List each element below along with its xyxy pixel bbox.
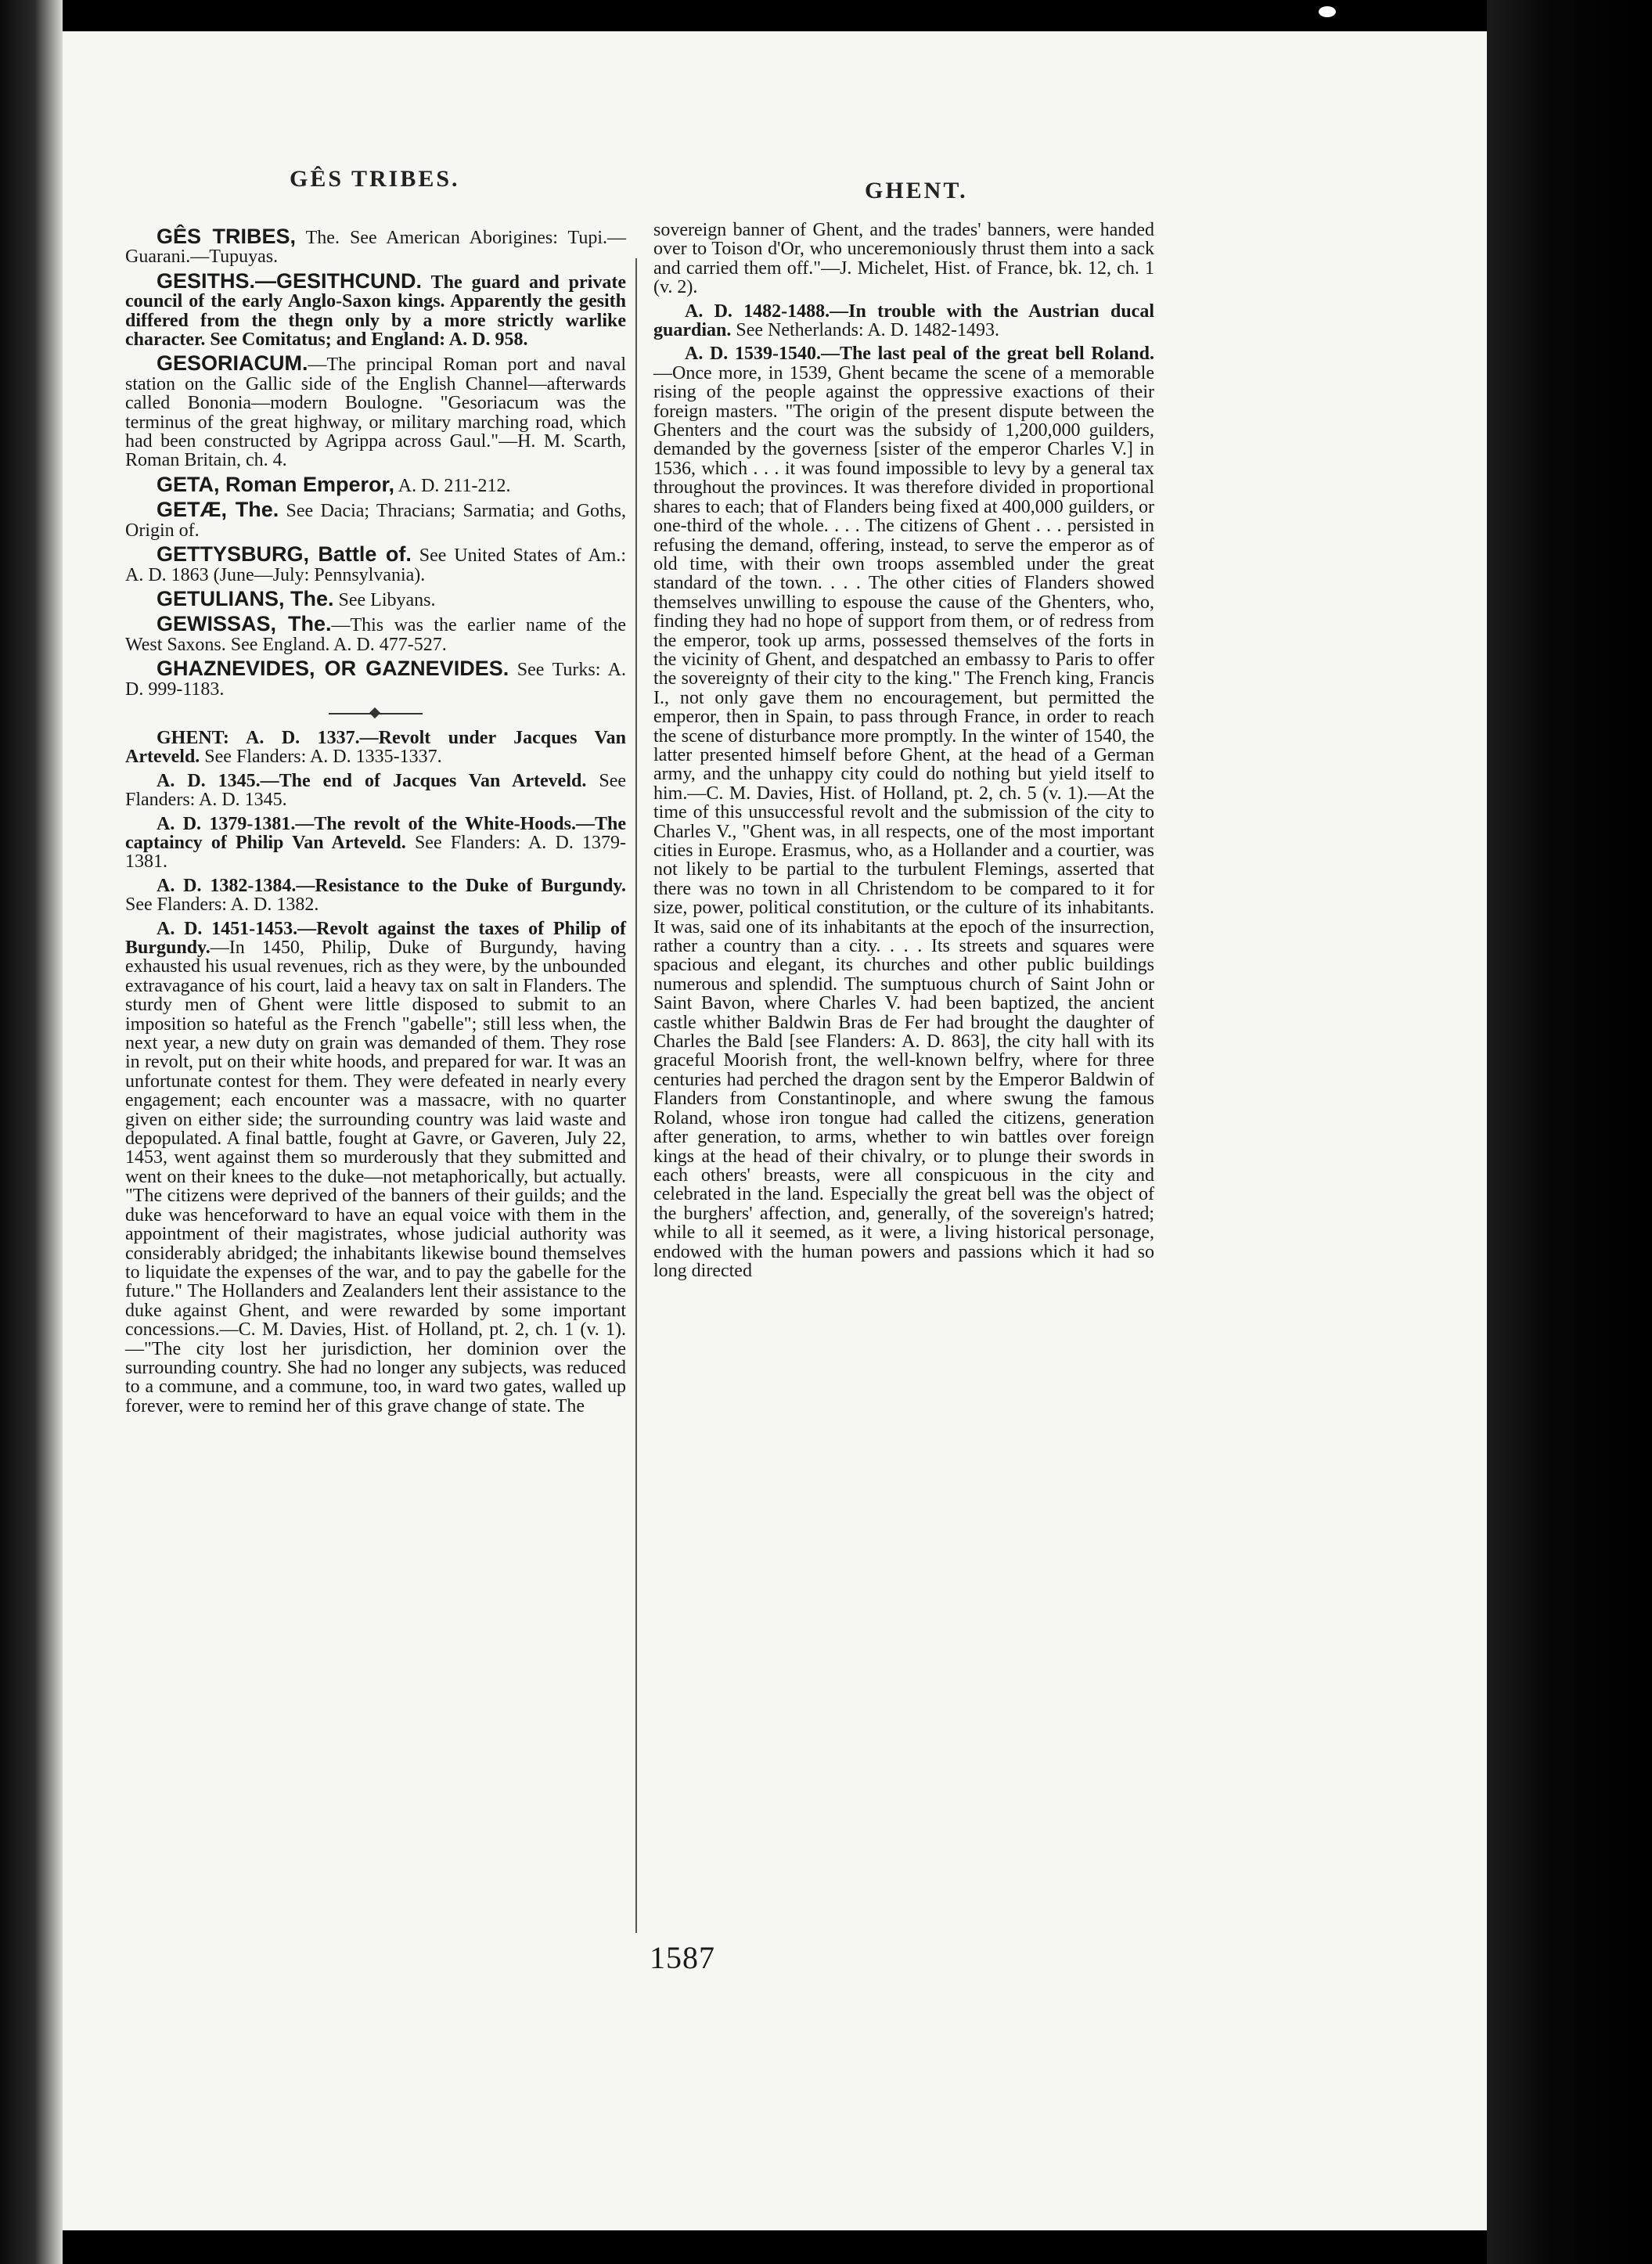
running-head-right: GHENT. <box>865 178 968 203</box>
column-rule <box>635 258 637 1933</box>
entry-text: —In 1450, Philip, Duke of Burgundy, having exhausted his usual revenues, rich as they were, by the unbounded extravagance of his court, laid a heavy tax on salt in Flanders. The sturdy men of Ghent were little disposed to submit to an imposition so hateful as the French "gabelle"; still less when, the next year, a new duty on grain was demanded of them. They rose in revolt, put on their white hoods, and prepared for war. It was an unfortunate contest for them. They were defeated in nearly every engagement; each encounter was a massacre, with no quarter given on either side; the surrounding country was laid waste and depopulated. A final battle, fought at Gavre, or Gaveren, July 22, 1453, went against them so murderously that they submitted and went on their knees to the duke—not metaphorically, but actually. "The citizens were deprived of the banners of their guilds; and the duke was henceforward to have an equal voice with them in the appointment of their magistrates, whose judicial authority was considerably abridged; the inhabitants likewise bound themselves to liquidate the expenses of the war, and to pay the gabelle for the future." The Hollanders and Zealanders lent their assistance to the duke against Ghent, and were rewarded by some important concessions.—C. M. Davies, Hist. of Holland, pt. 2, ch. 1 (v. 1).—"The city lost her jurisdiction, her dominion over the surrounding country. She had no longer any subjects, was reduced to a commune, and a commune, too, in ward two gates, walled up forever, were to remind her of this grave change of state. The <box>125 938 626 1416</box>
entry-headword: A. D. 1382-1384.—Resistance to the Duke of Burgundy. <box>157 875 626 896</box>
entry-headword: A. D. 1482-1488.—In trouble with the Austrian ducal guardian. <box>653 301 1154 341</box>
page-edge-shadow <box>1487 0 1652 2264</box>
entry <box>125 920 626 1416</box>
entry <box>125 659 626 699</box>
entry-headword: GESORIACUM. <box>157 351 308 376</box>
entry-headword: GETA, Roman Emperor, <box>157 472 395 496</box>
entry <box>125 586 626 610</box>
entry <box>125 351 626 471</box>
page-number: 1587 <box>650 1940 715 1975</box>
entry <box>125 876 626 915</box>
entry-headword: GETÆ, The. <box>157 498 279 522</box>
entry <box>125 772 626 810</box>
entry <box>125 815 626 872</box>
entry-text: The. See American Aborigines: Tupi.—Guarani.—Tupuyas. <box>125 228 626 268</box>
entry <box>125 472 626 496</box>
entry-headword: GÊS TRIBES, <box>157 225 297 248</box>
entry-text: See Turks: A. D. 999-1183. <box>125 660 626 700</box>
scan-speck <box>1319 6 1336 17</box>
entry <box>125 268 626 351</box>
entry <box>125 729 626 767</box>
entry-text: sovereign banner of Ghent, and the trades' banners, were handed over to Toison d'Or, who unceremoniously thrust them into a sack and carried them off."—J. Michelet, Hist. of France, bk. 12, ch. 1 (v. 2). <box>653 220 1154 298</box>
entry-headword: GETTYSBURG, Battle of. <box>157 542 412 567</box>
entry-headword: A. D. 1539-1540.—The last peal of the great bell Roland. <box>685 344 1154 365</box>
entry-text: See United States of Am.: A. D. 1863 (June—July: Pennsylvania). <box>125 545 626 585</box>
running-head-left: GÊS TRIBES. <box>290 166 460 192</box>
entry-headword: GEWISSAS, The. <box>157 612 332 636</box>
entry-text: See Libyans. <box>333 589 436 610</box>
entry <box>125 542 626 585</box>
entry <box>125 500 626 540</box>
entry-text: A. D. 211-212. <box>394 475 511 496</box>
entry <box>125 614 626 654</box>
entry-text: See Flanders: A. D. 1345. <box>125 770 626 811</box>
entry-headword: GHENT: A. D. 1337.—Revolt under Jacques Van Arteveld. <box>125 727 626 768</box>
entry-headword: A. D. 1451-1453.—Revolt against the taxes of Philip of Burgundy. <box>125 918 626 958</box>
section-divider <box>329 713 423 714</box>
entry-headword: GESITHS.—GESITHCUND. <box>157 268 423 293</box>
entry-text: The guard and private council of the early Anglo-Saxon kings. Apparently the gesith differed from the thegn only by a more strictly warlike character. See Comitatus; and England: A. D. 958. <box>125 272 626 351</box>
entry-text: —This was the earlier name of the West Saxons. See England. A. D. 477-527. <box>125 615 626 655</box>
entry-headword: A. D. 1379-1381.—The revolt of the White-Hoods.—The captaincy of Philip Van Arteveld. <box>125 813 626 853</box>
entry-text: —Once more, in 1539, Ghent became the scene of a memorable rising of the people against the oppressive exactions of their foreign masters. "The origin of the present dispute between the Ghenters and the court was the subsidy of 1,200,000 guilders, demanded by the governess [sister of the emperor Charles V.] in 1536, which . . . it was found impossible to levy by a general tax throughout the provinces. It was therefore divided in proportional shares to each; that of Flanders being fixed at 400,000 guilders, or one-third of the whole. . . . The citizens of Ghent . . . persisted in refusing the demand, offering, instead, to serve the emperor as of old time, with their own troops assembled under the great standard of the town. . . . The other cities of Flanders showed themselves unwilling to espouse the cause of the Ghenters, who, finding they had no hope of support from them, or of redress from the emperor, took up arms, possessed themselves of the forts in the vicinity of Ghent, and despatched an embassy to Paris to offer the sovereignty of their city to the king." The French king, Francis I., not only gave them no encouragement, but permitted the emperor, then in Spain, to pass through France, in order to reach the scene of disturbance more promptly. In the winter of 1540, the latter presented himself before Ghent, at the head of a German army, and the unhappy city could do nothing but yield itself to him.—C. M. Davies, Hist. of Holland, pt. 2, ch. 5 (v. 1).—At the time of this unsuccessful revolt and the submission of the city to Charles V., "Ghent was, in all respects, one of the most important cities in Europe. Erasmus, who, as a Hollander and a courtier, was not likely to be partial to the turbulent Flemings, asserted that there was no town in all Christendom to be compared to it for size, power, political constitution, or the culture of its inhabitants. It was, said one of its inhabitants at the epoch of the insurrection, rather a country than a city. . . . Its streets and squares were spacious and elegant, its churches and other public buildings numerous and splendid. The sumptuous church of Saint John or Saint Bavon, where Charles V. had been baptized, the ancient castle whither Baldwin Bras de Fer had brought the daughter of Charles the Bald [see Flanders: A. D. 863], the city hall with its graceful Moorish front, the well-known belfry, where for three centuries had perched the dragon sent by the Emperor Baldwin of Flanders from Constantinople, and where swung the famous Roland, whose iron tongue had called the citizens, generation after generation, to arms, whether to win battles over foreign kings at the head of their chivalry, or to plunge their swords in each others' breasts, were all conspicuous in the city and celebrated in the land. Especially the great bell was the object of the burghers' affection, and, generally, of the sovereign's hatred; while to all it seemed, as it were, a living historical personage, endowed with the human powers and passions which it had so long directed <box>653 362 1154 1281</box>
entry-headword: A. D. 1345.—The end of Jacques Van Arteveld. <box>157 770 587 791</box>
entry <box>653 302 1154 340</box>
entry <box>653 221 1154 297</box>
entry-headword: GETULIANS, The. <box>157 586 334 610</box>
book-spine-shadow <box>0 0 63 2264</box>
entry-text: See Flanders: A. D. 1335-1337. <box>200 747 442 768</box>
left-column <box>125 227 626 1420</box>
right-column <box>653 221 1154 1285</box>
entry <box>125 227 626 267</box>
entry <box>653 344 1154 1280</box>
entry-text: —The principal Roman port and naval station on the Gallic side of the English Channel—afterwards called Bononia—modern Boulogne. "Gesoriacum was the terminus of the great highway, or military marching road, which had been constructed by Agrippa across Gaul."—H. M. Scarth, Roman Britain, ch. 4. <box>125 355 626 471</box>
entry-text: See Flanders: A. D. 1379-1381. <box>125 832 626 873</box>
entry-text: See Dacia; Thracians; Sarmatia; and Goths, Origin of. <box>125 501 626 541</box>
entry-text: See Netherlands: A. D. 1482-1493. <box>731 320 999 341</box>
entry-text: See Flanders: A. D. 1382. <box>125 894 319 916</box>
entry-headword: GHAZNEVIDES, OR GAZNEVIDES. <box>157 657 509 681</box>
